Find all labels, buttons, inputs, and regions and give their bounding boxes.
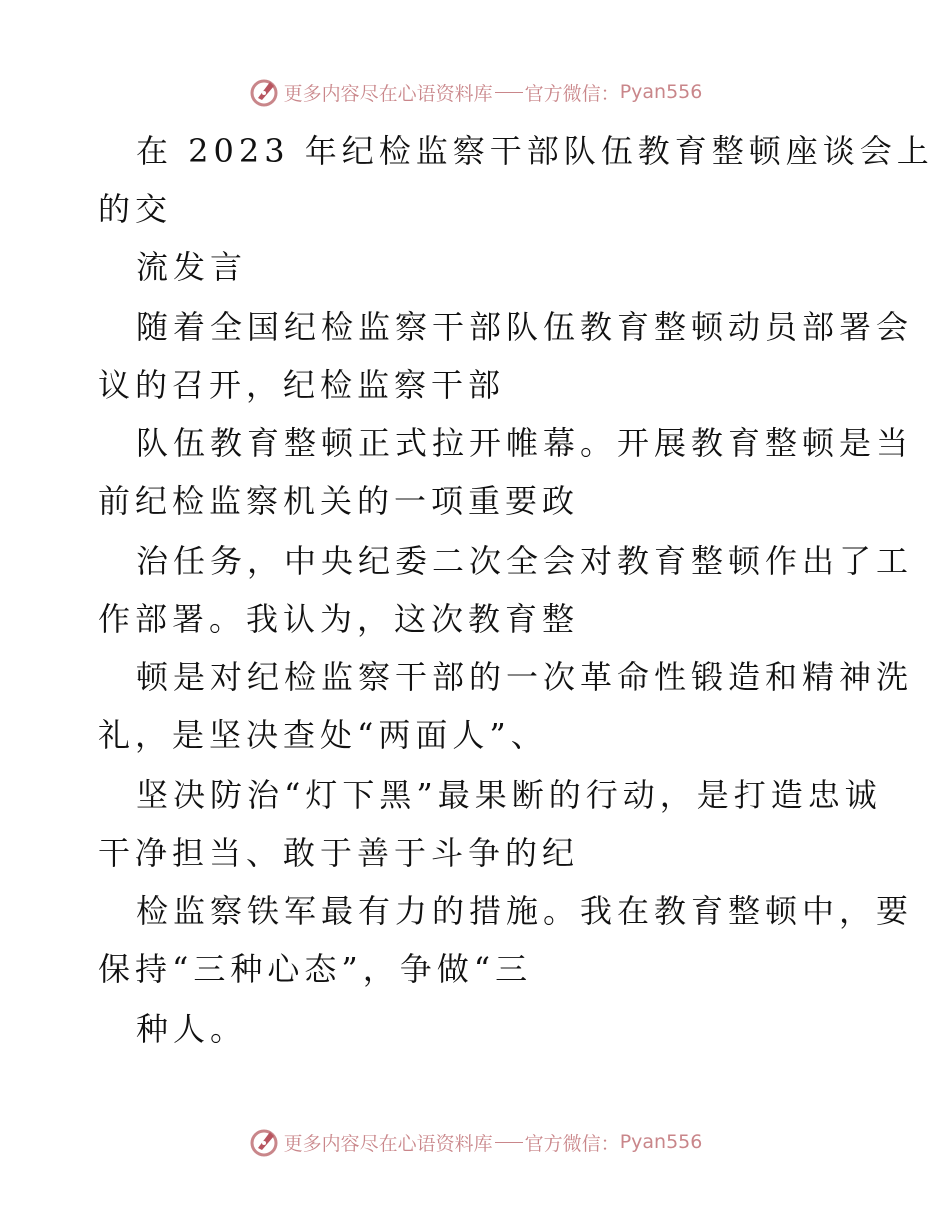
watermark-text: 更多内容尽在心语资料库 [283, 1132, 493, 1155]
watermark-dash [495, 1142, 523, 1143]
doc-line: 的交 [98, 190, 173, 228]
watermark-header [0, 72, 950, 112]
doc-line: 干净担当、敢于善于斗争的纪 [98, 834, 580, 872]
doc-line: 议的召开，纪检监察干部 [98, 366, 506, 404]
watermark-account-id: Pyan556 [619, 81, 703, 103]
doc-line: 礼，是坚决查处“两面人”、 [98, 716, 548, 754]
doc-line: 前纪检监察机关的一项重要政 [98, 482, 580, 520]
doc-line: 随着全国纪检监察干部队伍教育整顿动员部署会 [136, 308, 914, 346]
watermark-account-label: 官方微信： [524, 1132, 620, 1155]
doc-line: 流发言 [136, 248, 248, 286]
doc-line: 检监察铁军最有力的措施。我在教育整顿中，要 [136, 892, 914, 930]
doc-line: 顿是对纪检监察干部的一次革命性锻造和精神洗 [136, 658, 914, 696]
watermark-text: 更多内容尽在心语资料库 [283, 82, 493, 105]
doc-line: 作部署。我认为，这次教育整 [98, 600, 580, 638]
pen-nib-logo-icon [248, 76, 280, 108]
watermark-dash [495, 92, 523, 93]
watermark-footer [0, 1122, 950, 1162]
doc-line: 在 2023 年纪检监察干部队伍教育整顿座谈会上 [136, 132, 934, 170]
watermark-account-id: Pyan556 [619, 1131, 703, 1153]
doc-line: 队伍教育整顿正式拉开帷幕。开展教育整顿是当 [136, 424, 914, 462]
doc-line: 治任务，中央纪委二次全会对教育整顿作出了工 [136, 542, 914, 580]
doc-line: 种人。 [136, 1010, 248, 1048]
doc-line: 坚决防治“灯下黑”最果断的行动，是打造忠诚 [136, 776, 882, 814]
pen-nib-logo-icon [248, 1126, 280, 1158]
doc-line: 保持“三种心态”，争做“三 [98, 950, 533, 988]
watermark-account-label: 官方微信： [524, 82, 620, 105]
